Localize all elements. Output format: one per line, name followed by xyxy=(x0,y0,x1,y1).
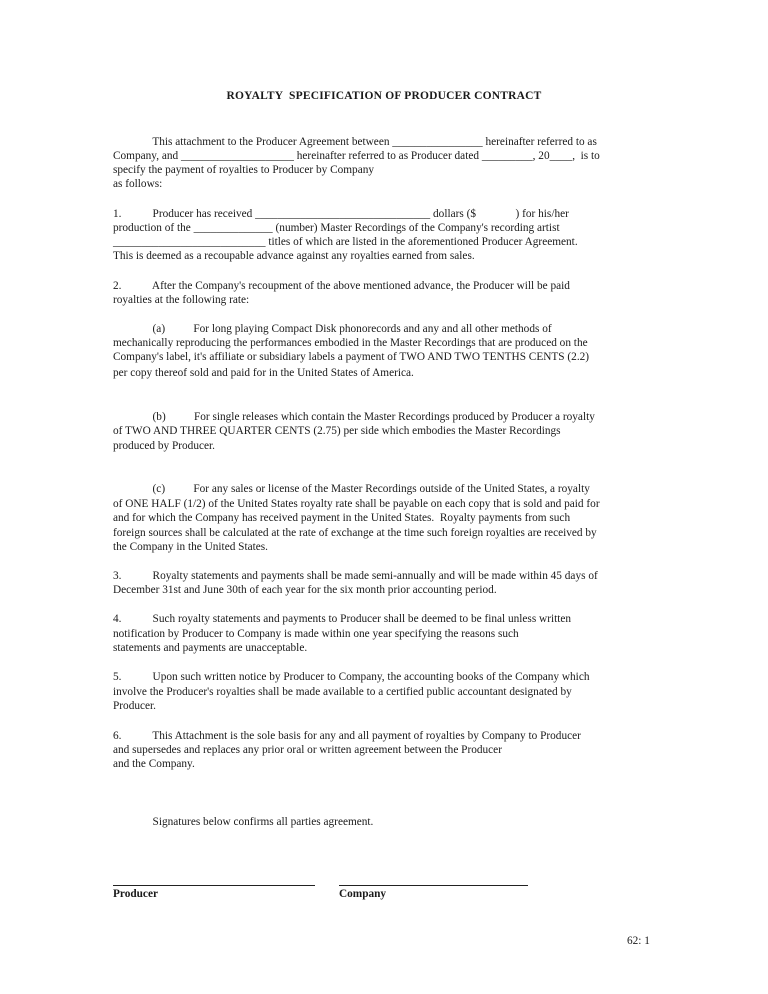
text-line: (a) For long playing Compact Disk phonorecords and any and all other methods of xyxy=(113,323,552,335)
text-line: 3. Royalty statements and payments shall be made semi-annually and will be made within 45 days of xyxy=(113,570,598,582)
producer-signature-line xyxy=(113,885,315,886)
text-line: Producer. xyxy=(113,700,156,712)
document-title: ROYALTY SPECIFICATION OF PRODUCER CONTRACT xyxy=(226,90,542,102)
text-line: royalties at the following rate: xyxy=(113,294,250,306)
text-line: and for which the Company has received payment in the United States. Royalty payments from such xyxy=(113,512,571,524)
text-line: 4. Such royalty statements and payments to Producer shall be deemed to be final unless written xyxy=(113,613,572,625)
text-line: Company, and ____________________ hereinafter referred to as Producer dated _________, 20____, is to xyxy=(113,150,600,162)
text-line: This attachment to the Producer Agreement between ________________ hereinafter referred to as xyxy=(113,136,597,148)
text-line: statements and payments are unacceptable. xyxy=(113,642,308,654)
text-line: (c) For any sales or license of the Master Recordings outside of the United States, a royalty xyxy=(113,483,590,495)
text-line: production of the ______________ (number) Master Recordings of the Company's recording artist xyxy=(113,222,560,234)
text-line: December 31st and June 30th of each year for the six month prior accounting period. xyxy=(113,584,497,596)
text-line: 6. This Attachment is the sole basis for any and all payment of royalties by Company to Producer xyxy=(113,730,581,742)
text-line: Company's label, it's affiliate or subsidiary labels a payment of TWO AND TWO TENTHS CENTS (2.2) xyxy=(113,351,590,363)
text-line: 5. Upon such written notice by Producer to Company, the accounting books of the Company which xyxy=(113,671,590,683)
company-signature-line xyxy=(339,885,528,886)
text-line: involve the Producer's royalties shall be made available to a certified public accountant designated by xyxy=(113,686,572,698)
text-line: specify the payment of royalties to Producer by Company xyxy=(113,164,375,176)
page-number: 62: 1 xyxy=(627,935,650,947)
producer-signature-label: Producer xyxy=(113,888,158,900)
text-line: mechanically reproducing the performances embodied in the Master Recordings that are produced on the xyxy=(113,337,588,349)
text-line: the Company in the United States. xyxy=(113,541,268,553)
company-signature-label: Company xyxy=(339,888,387,900)
text-line: and the Company. xyxy=(113,758,195,770)
text-line: ___________________________ titles of which are listed in the aforementioned Producer Agreement. xyxy=(113,236,578,248)
text-line: Signatures below confirms all parties agreement. xyxy=(113,816,374,828)
text-line: 2. After the Company's recoupment of the above mentioned advance, the Producer will be paid xyxy=(113,280,570,292)
text-line: 1. Producer has received _______________________________ dollars ($ ) for his/her xyxy=(113,208,569,220)
text-line: of ONE HALF (1/2) of the United States royalty rate shall be payable on each copy that is sold and paid for xyxy=(113,498,600,510)
text-line: and supersedes and replaces any prior oral or written agreement between the Producer xyxy=(113,744,502,756)
text-line: This is deemed as a recoupable advance against any royalties earned from sales. xyxy=(113,250,475,262)
text-line: notification by Producer to Company is made within one year specifying the reasons such xyxy=(113,628,519,640)
text-line: as follows: xyxy=(113,178,163,190)
text-line: of TWO AND THREE QUARTER CENTS (2.75) per side which embodies the Master Recordings xyxy=(113,425,561,437)
text-line: foreign sources shall be calculated at the rate of exchange at the time such foreign royalties are received by xyxy=(113,527,597,539)
text-line: produced by Producer. xyxy=(113,440,215,452)
text-line: (b) For single releases which contain the Master Recordings produced by Producer a royalty xyxy=(113,411,595,423)
text-line: per copy thereof sold and paid for in the United States of America. xyxy=(113,367,414,379)
